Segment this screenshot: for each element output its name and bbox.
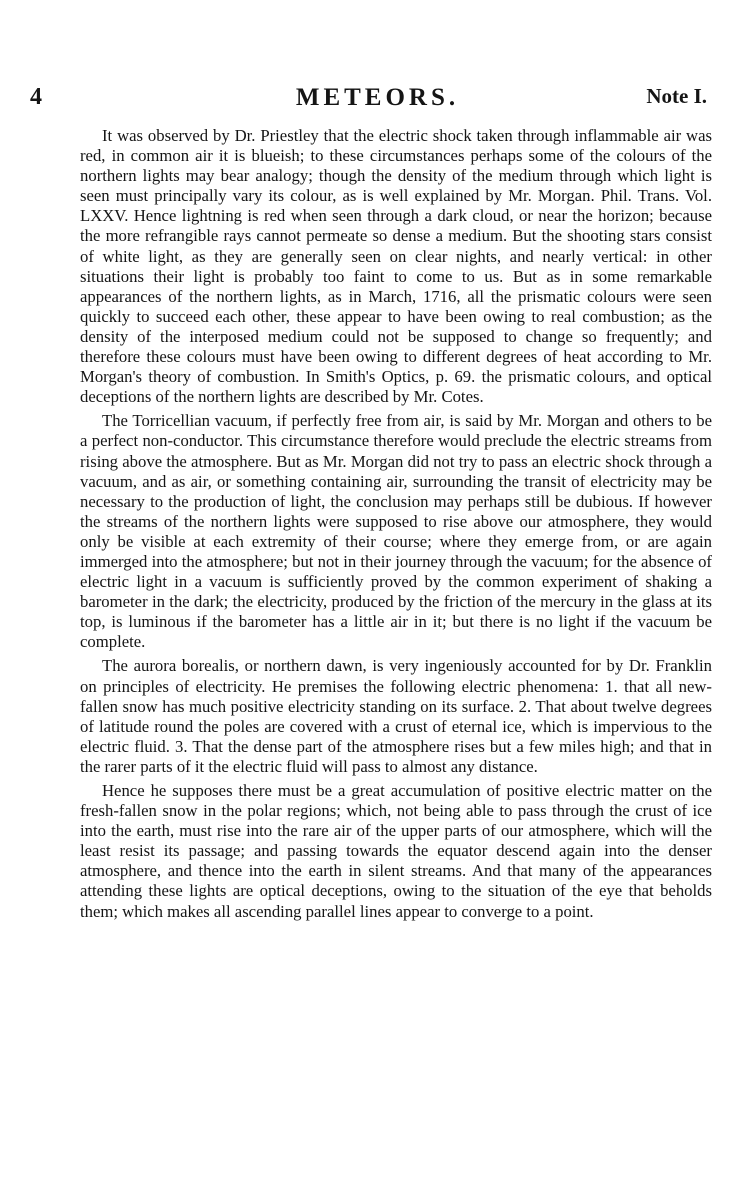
page-number: 4	[30, 84, 42, 110]
running-title: METEORS.	[295, 84, 460, 111]
paragraph-aurora-borealis: The aurora borealis, or northern dawn, is very ingeniously accounted for by Dr. Franklin on principles of electricity. He premises the following electric phenomena: 1. that all new-fallen snow has much positive electricity standing on its surface. 2. That about twelve degrees of latitude round the poles are covered with a crust of eternal ice, which is impervious to the electric fluid. 3. That the dense part of the atmosphere rises but a few miles high; and that in the rarer parts of it the electric fluid will pass to almost any distance.	[80, 656, 712, 776]
paragraph-franklin-hypothesis: Hence he supposes there must be a great accumulation of positive electric matter on the fresh-fallen snow in the polar regions; which, not being able to pass through the crust of ice into the earth, must rise into the rare air of the upper parts of our atmosphere, which will the least resist its passage; and passing towards the equator descend again into the denser atmosphere, and thence into the earth in silent streams. And that many of the appearances attending these lights are optical deceptions, owing to the situation of the eye that beholds them; which makes all ascending parallel lines appear to converge to a point.	[80, 781, 712, 921]
note-label: Note I.	[646, 84, 707, 108]
page-header	[0, 84, 755, 114]
body-text	[80, 126, 712, 922]
paragraph-torricellian-vacuum: The Torricellian vacuum, if perfectly free from air, is said by Mr. Morgan and others to be a perfect non-conductor. This circumstance therefore would preclude the electric streams from rising above the atmosphere. But as Mr. Morgan did not try to pass an electric shock through a vacuum, and as air, or something containing air, surrounding the transit of electricity may be necessary to the production of light, the conclusion may perhaps still be dubious. If however the streams of the northern lights were supposed to rise above our atmosphere, they would only be visible at each extremity of their course; where they emerge from, or are again immerged into the atmosphere; but not in their journey through the vacuum; for the absence of electric light in a vacuum is sufficiently proved by the common experiment of shaking a barometer in the dark; the electricity, produced by the friction of the mercury in the glass at its top, is luminous if the barometer has a little air in it; but there is no light if the vacuum be complete.	[80, 411, 712, 652]
paragraph-priestley: It was observed by Dr. Priestley that the electric shock taken through inflammable air was red, in common air it is blueish; to these circumstances perhaps some of the colours of the northern lights may bear analogy; though the density of the medium through which light is seen must principally vary its colour, as is well explained by Mr. Morgan. Phil. Trans. Vol. LXXV. Hence lightning is red when seen through a dark cloud, or near the horizon; because the more refrangible rays cannot permeate so dense a medium. But the shooting stars consist of white light, as they are generally seen on clear nights, and nearly vertical: in other situations their light is probably too faint to come to us. But as in some remarkable appearances of the northern lights, as in March, 1716, all the prismatic colours were seen quickly to succeed each other, these appear to have been owing to real combustion; as the density of the interposed medium could not be supposed to change so frequently; and therefore these colours must have been owing to different degrees of heat according to Mr. Morgan's theory of combustion. In Smith's Optics, p. 69. the prismatic colours, and optical deceptions of the northern lights are described by Mr. Cotes.	[80, 126, 712, 407]
